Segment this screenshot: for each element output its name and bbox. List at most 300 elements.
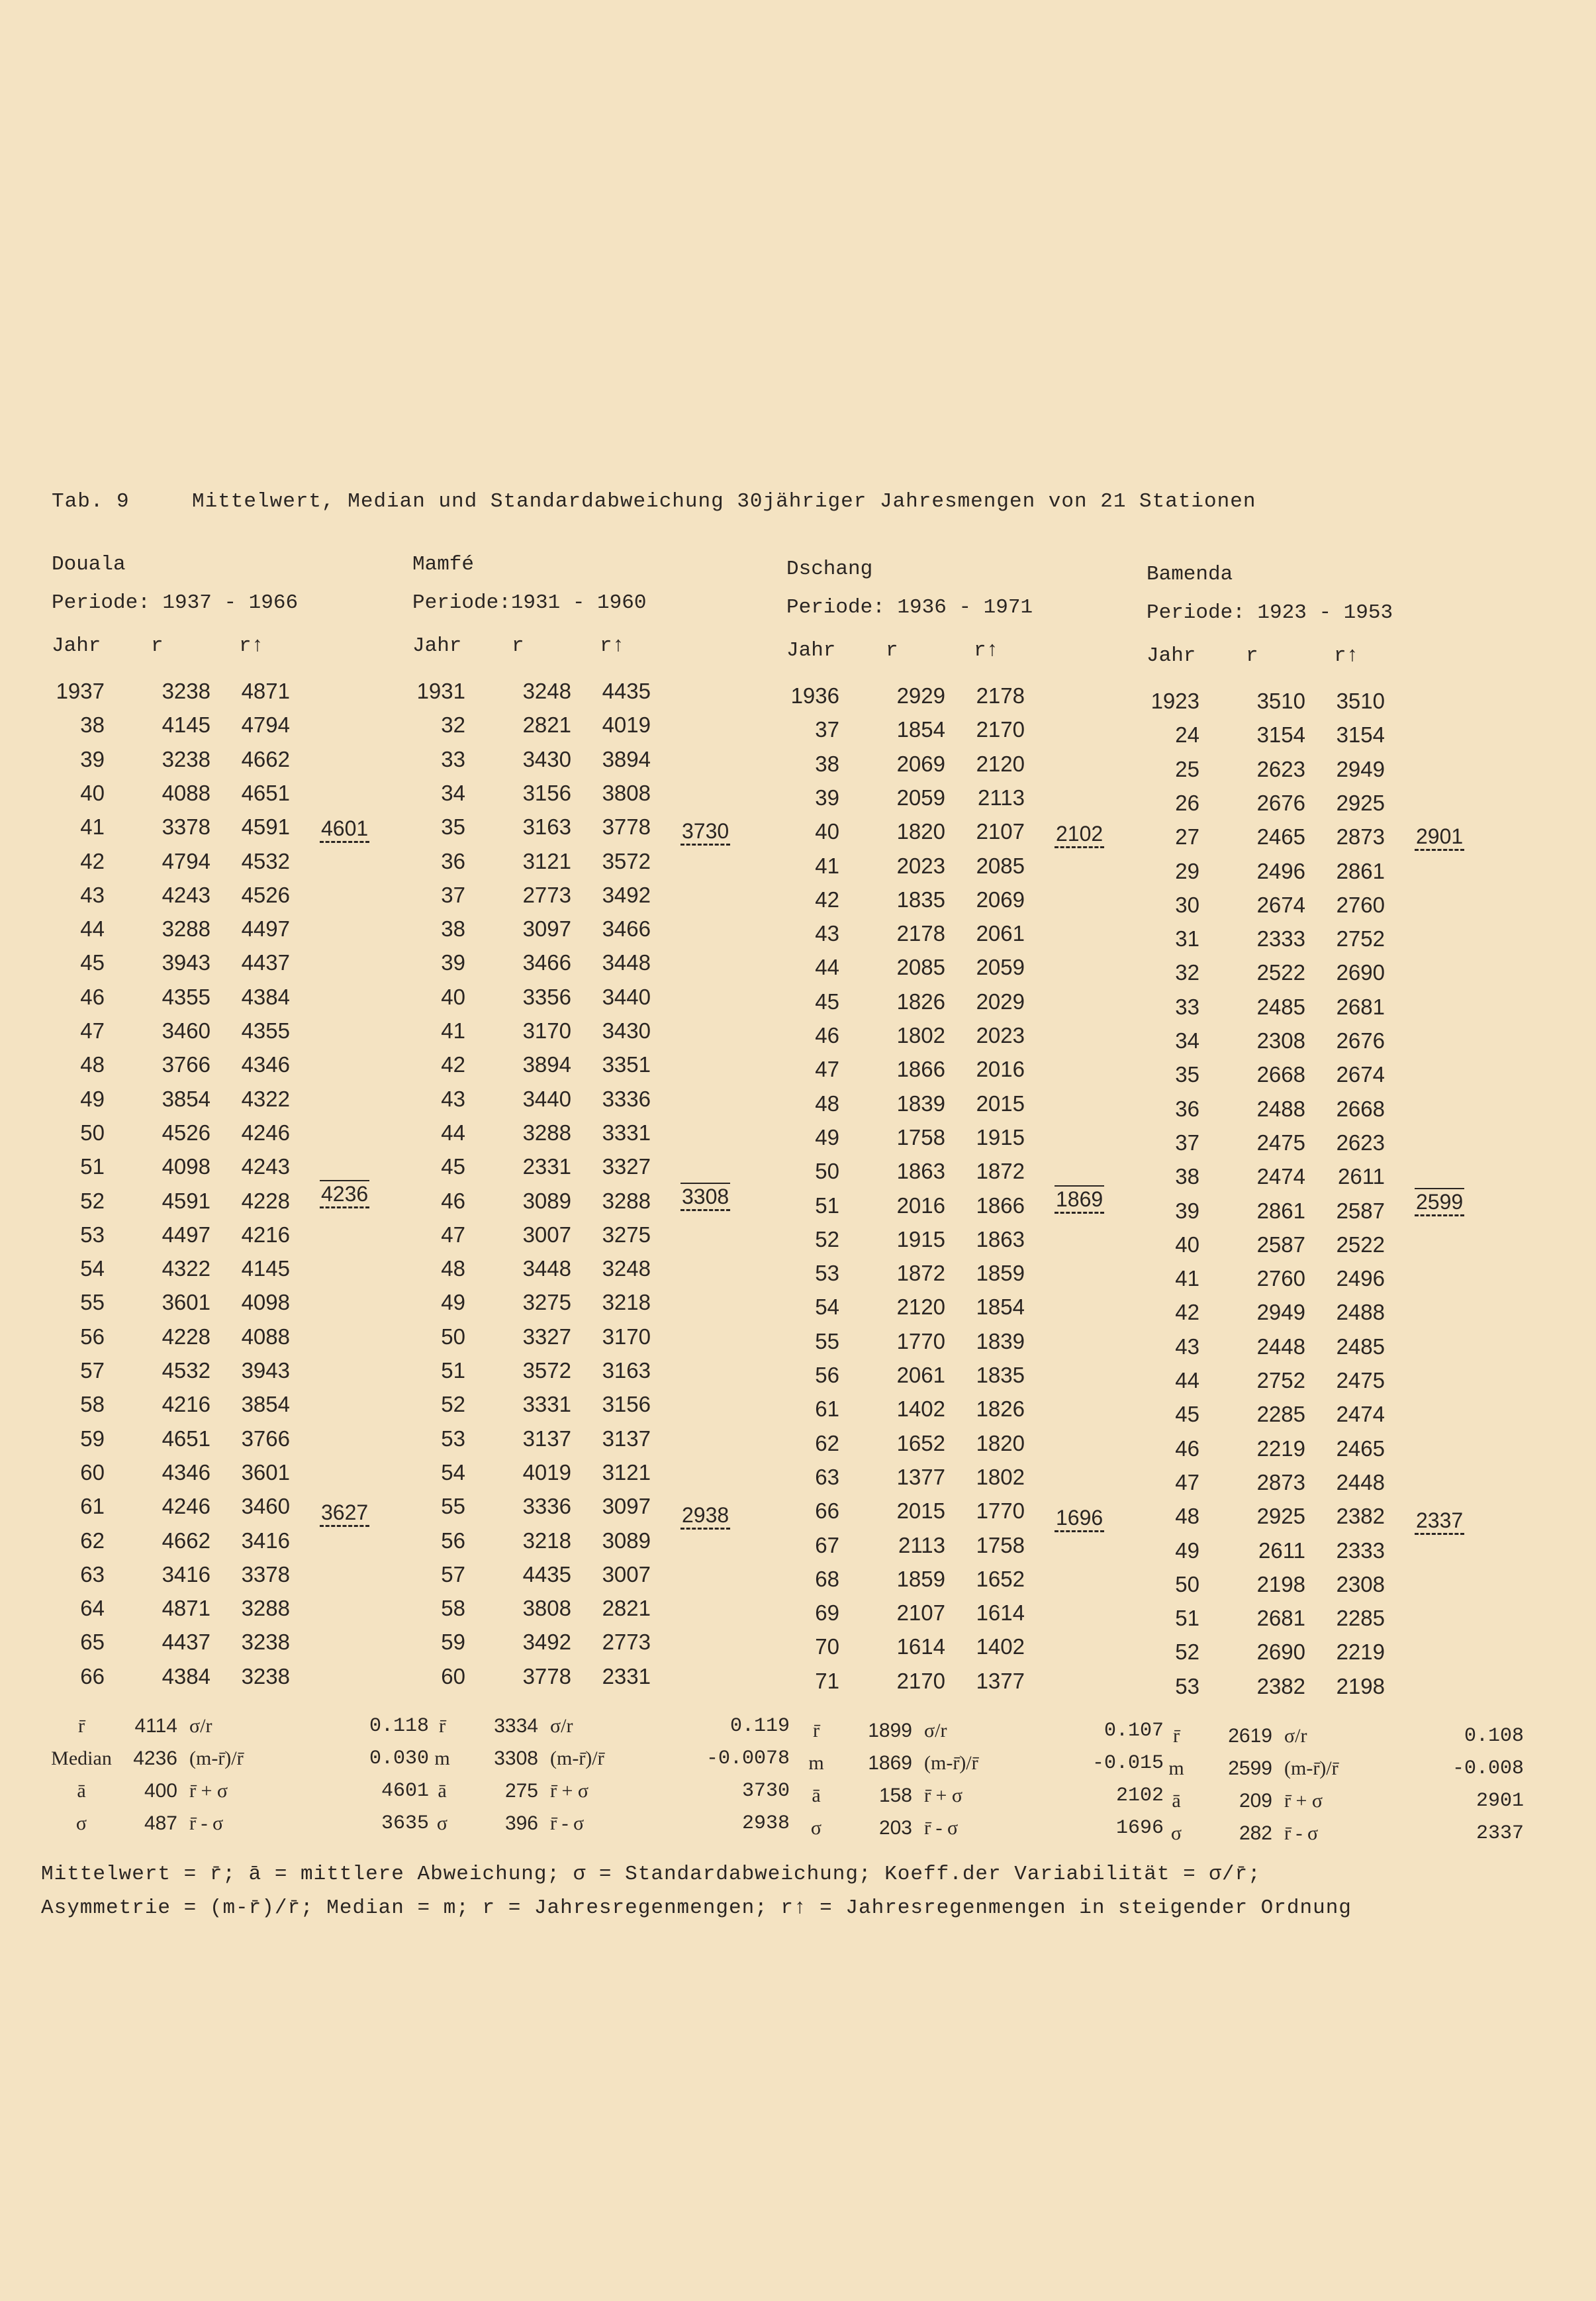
table-row <box>786 854 1078 887</box>
rainfall-cell: 3440 <box>522 1086 571 1111</box>
table-row <box>1147 689 1438 722</box>
year-cell: 48 <box>1175 1504 1199 1529</box>
table-row <box>412 1189 704 1222</box>
rainfall-cell: 3154 <box>1256 722 1305 748</box>
year-cell: 43 <box>1175 1334 1199 1359</box>
year-cell: 24 <box>1175 722 1199 748</box>
table-row <box>786 1159 1078 1193</box>
rainfall-cell: 2219 <box>1256 1436 1305 1461</box>
year-cell: 40 <box>80 780 105 805</box>
sorted-rainfall-cell: 4871 <box>241 679 290 703</box>
table-row <box>52 1290 343 1324</box>
sorted-rainfall-cell: 3089 <box>602 1528 651 1553</box>
table-row <box>412 1562 704 1596</box>
sorted-rainfall-cell: 3275 <box>602 1222 651 1247</box>
stat-formula-value: 0.030 <box>369 1747 429 1770</box>
table-row <box>1147 1199 1438 1232</box>
station-period: Periode: 1923 - 1953 <box>1147 601 1393 624</box>
table-row <box>52 814 343 848</box>
table-row <box>786 1295 1078 1328</box>
rainfall-cell: 4088 <box>162 780 211 805</box>
sorted-rainfall-cell: 1758 <box>976 1532 1025 1557</box>
column-header-r-sorted: r↑ <box>1334 644 1359 667</box>
stat-value: 487 <box>144 1812 177 1834</box>
sorted-rainfall-cell: 3440 <box>602 984 651 1009</box>
station-block <box>1147 563 1524 1867</box>
year-cell: 43 <box>441 1086 465 1111</box>
sorted-rainfall-cell: 2475 <box>1336 1368 1385 1393</box>
year-cell: 45 <box>80 950 105 975</box>
stat-label: r̄ <box>1173 1725 1180 1747</box>
table-row <box>786 1431 1078 1465</box>
sorted-rainfall-cell: 2029 <box>976 989 1025 1014</box>
sorted-rainfall-cell: 3378 <box>241 1561 290 1587</box>
table-row <box>412 712 704 746</box>
rainfall-cell: 4662 <box>162 1528 211 1553</box>
year-cell: 37 <box>1175 1130 1199 1155</box>
rainfall-cell: 2821 <box>522 712 571 738</box>
table-row <box>1147 824 1438 858</box>
sorted-rainfall-cell: 1863 <box>976 1226 1025 1251</box>
year-cell: 50 <box>80 1120 105 1145</box>
stat-label: ā <box>77 1780 86 1802</box>
stat-row <box>406 1715 803 1747</box>
table-row <box>1147 1334 1438 1368</box>
rainfall-cell: 3430 <box>522 746 571 771</box>
year-cell: 33 <box>1175 994 1199 1019</box>
table-label: Tab. 9 <box>52 490 130 513</box>
table-row <box>412 916 704 950</box>
rainfall-cell: 3156 <box>522 780 571 805</box>
station-name: Dschang <box>786 558 873 581</box>
table-caption <box>52 490 1256 513</box>
footnote-line-1: Mittelwert = r̄; ā = mittlere Abweichung; σ = Standardabweichung; Koeff.der Variabilität = σ/r̄; <box>41 1863 1261 1886</box>
rainfall-cell: 3238 <box>162 746 211 771</box>
rainfall-cell: 3778 <box>522 1663 571 1689</box>
table-row <box>1147 1164 1438 1198</box>
stat-row <box>45 1747 442 1779</box>
sorted-rainfall-cell: 4088 <box>241 1324 290 1349</box>
year-cell: 69 <box>815 1600 839 1626</box>
sorted-rainfall-cell: 3336 <box>602 1086 651 1111</box>
year-cell: 63 <box>815 1464 839 1489</box>
stat-row <box>780 1720 1177 1751</box>
sorted-rainfall-cell: 2488 <box>1336 1300 1385 1325</box>
year-cell: 63 <box>80 1561 105 1587</box>
table-row <box>52 712 343 746</box>
year-cell: 40 <box>1175 1232 1199 1257</box>
rainfall-cell: 4346 <box>162 1459 211 1485</box>
marker-upper: 4601 <box>320 816 369 843</box>
rainfall-cell: 4243 <box>162 882 211 907</box>
rainfall-cell: 2674 <box>1256 892 1305 917</box>
rainfall-cell: 2465 <box>1256 824 1305 850</box>
sorted-rainfall-cell: 4591 <box>241 814 290 840</box>
sorted-rainfall-cell: 2382 <box>1336 1504 1385 1529</box>
rainfall-cell: 3275 <box>522 1290 571 1315</box>
year-cell: 49 <box>1175 1538 1199 1563</box>
sorted-rainfall-cell: 4497 <box>241 916 290 942</box>
year-cell: 49 <box>815 1124 839 1150</box>
year-cell: 36 <box>441 848 465 873</box>
rainfall-cell: 3510 <box>1256 689 1305 713</box>
rainfall-cell: 3288 <box>162 916 211 942</box>
sorted-rainfall-cell: 3137 <box>602 1426 651 1451</box>
rainfall-cell: 2023 <box>896 853 945 878</box>
sorted-rainfall-cell: 3248 <box>602 1256 651 1281</box>
stat-value: 209 <box>1239 1790 1272 1812</box>
rainfall-cell: 1866 <box>896 1057 945 1082</box>
sorted-rainfall-cell: 4355 <box>241 1018 290 1043</box>
stat-formula-label: r̄ + σ <box>1284 1790 1323 1812</box>
column-header-r-sorted: r↑ <box>239 634 264 658</box>
sorted-rainfall-cell: 3331 <box>602 1120 651 1145</box>
year-cell: 43 <box>80 882 105 907</box>
rainfall-cell: 3448 <box>522 1256 571 1281</box>
rainfall-cell: 2861 <box>1256 1198 1305 1223</box>
year-cell: 32 <box>441 712 465 738</box>
table-row <box>786 1193 1078 1227</box>
table-row <box>1147 926 1438 960</box>
sorted-rainfall-cell: 4243 <box>241 1154 290 1179</box>
column-header-r: r <box>151 634 164 658</box>
marker-upper: 3730 <box>681 818 730 846</box>
rainfall-cell: 2333 <box>1256 926 1305 952</box>
year-cell: 68 <box>815 1566 839 1591</box>
stat-row <box>780 1752 1177 1784</box>
rainfall-cell: 2485 <box>1256 994 1305 1019</box>
stat-value: 203 <box>878 1817 912 1839</box>
sorted-rainfall-cell: 3238 <box>241 1630 290 1655</box>
table-row <box>412 1324 704 1358</box>
rainfall-cell: 4246 <box>162 1494 211 1519</box>
year-cell: 32 <box>1175 960 1199 985</box>
table-row <box>412 1052 704 1086</box>
year-cell: 37 <box>815 717 839 742</box>
table-row <box>52 849 343 883</box>
year-cell: 64 <box>80 1596 105 1621</box>
table-row <box>1147 893 1438 926</box>
table-row <box>52 1052 343 1086</box>
table-row <box>52 985 343 1018</box>
column-header-year: Jahr <box>412 634 462 658</box>
table-row <box>1147 1504 1438 1538</box>
table-row <box>786 1091 1078 1125</box>
sorted-rainfall-cell: 3156 <box>602 1392 651 1417</box>
sorted-rainfall-cell: 3007 <box>602 1561 651 1587</box>
year-cell: 35 <box>1175 1062 1199 1087</box>
rainfall-cell: 3238 <box>162 679 211 703</box>
stat-label: ā <box>812 1785 821 1806</box>
table-row <box>412 1664 704 1698</box>
footnote-line-2: Asymmetrie = (m-r̄)/r̄; Median = m; r = Jahresregenmengen; r↑ = Jahresregenmengen in steigender Ordnung <box>41 1896 1352 1920</box>
sorted-rainfall-cell: 1854 <box>976 1295 1025 1320</box>
table-row <box>412 1460 704 1494</box>
stat-formula-value: 2337 <box>1476 1822 1524 1845</box>
sorted-rainfall-cell: 3808 <box>602 780 651 805</box>
rainfall-cell: 3894 <box>522 1052 571 1077</box>
stat-row <box>1140 1725 1537 1757</box>
year-cell: 70 <box>815 1634 839 1659</box>
stat-label: σ <box>75 1812 87 1834</box>
marker-lower: 3627 <box>320 1500 369 1527</box>
year-cell: 47 <box>441 1222 465 1247</box>
year-cell: 39 <box>1175 1198 1199 1223</box>
rainfall-cell: 2611 <box>1258 1538 1305 1563</box>
sorted-rainfall-cell: 4435 <box>602 679 651 703</box>
table-row <box>412 814 704 848</box>
table-row <box>412 747 704 781</box>
stat-formula-label: r̄ - σ <box>1284 1822 1319 1844</box>
year-cell: 1937 <box>56 679 105 703</box>
year-cell: 55 <box>815 1328 839 1353</box>
year-cell: 51 <box>80 1154 105 1179</box>
sorted-rainfall-cell: 3601 <box>241 1459 290 1485</box>
rainfall-cell: 3331 <box>522 1392 571 1417</box>
sorted-rainfall-cell: 4794 <box>241 712 290 738</box>
sorted-rainfall-cell: 2107 <box>976 819 1025 844</box>
stat-formula-value: 0.118 <box>369 1715 429 1738</box>
sorted-rainfall-cell: 3492 <box>602 882 651 907</box>
rainfall-cell: 3121 <box>522 848 571 873</box>
column-header-r: r <box>886 639 898 662</box>
rainfall-cell: 1863 <box>896 1159 945 1184</box>
year-cell: 34 <box>441 780 465 805</box>
rainfall-cell: 1835 <box>896 887 945 912</box>
year-cell: 65 <box>80 1630 105 1655</box>
rainfall-cell: 2120 <box>896 1295 945 1320</box>
rainfall-cell: 2448 <box>1256 1334 1305 1359</box>
sorted-rainfall-cell: 1835 <box>976 1363 1025 1387</box>
rainfall-cell: 4098 <box>162 1154 211 1179</box>
sorted-rainfall-cell: 2219 <box>1336 1640 1385 1665</box>
rainfall-cell: 1758 <box>896 1124 945 1150</box>
table-row <box>412 1596 704 1630</box>
year-cell: 55 <box>441 1494 465 1519</box>
rainfall-cell: 4355 <box>162 984 211 1009</box>
table-row <box>52 1154 343 1188</box>
year-cell: 30 <box>1175 892 1199 917</box>
rainfall-cell: 3089 <box>522 1188 571 1213</box>
table-row <box>1147 1538 1438 1572</box>
rainfall-cell: 2331 <box>522 1154 571 1179</box>
sorted-rainfall-cell: 4228 <box>241 1188 290 1213</box>
year-cell: 66 <box>815 1498 839 1524</box>
rainfall-cell: 4216 <box>162 1392 211 1417</box>
table-row <box>786 1329 1078 1363</box>
sorted-rainfall-cell: 1402 <box>976 1634 1025 1659</box>
year-cell: 62 <box>815 1430 839 1455</box>
stat-formula-value: 2901 <box>1476 1790 1524 1812</box>
sorted-rainfall-cell: 2059 <box>976 955 1025 980</box>
marker-upper: 2102 <box>1055 821 1104 848</box>
stat-label: r̄ <box>813 1720 820 1741</box>
year-cell: 39 <box>441 950 465 975</box>
station-block <box>412 553 790 1857</box>
table-row <box>52 1460 343 1494</box>
sorted-rainfall-cell: 2333 <box>1336 1538 1385 1563</box>
sorted-rainfall-cell: 2120 <box>976 751 1025 776</box>
year-cell: 47 <box>80 1018 105 1043</box>
stat-formula-label: σ/r <box>189 1715 212 1737</box>
stat-row <box>45 1812 442 1844</box>
year-cell: 52 <box>815 1226 839 1251</box>
year-cell: 38 <box>80 712 105 738</box>
year-cell: 54 <box>441 1459 465 1485</box>
stat-formula-label: σ/r <box>1284 1725 1307 1747</box>
table-row <box>1147 722 1438 756</box>
sorted-rainfall-cell: 2085 <box>976 853 1025 878</box>
table-row <box>1147 1402 1438 1436</box>
sorted-rainfall-cell: 3288 <box>241 1596 290 1621</box>
sorted-rainfall-cell: 1866 <box>976 1193 1025 1218</box>
year-cell: 40 <box>815 819 839 844</box>
year-cell: 58 <box>441 1596 465 1621</box>
sorted-rainfall-cell: 2623 <box>1336 1130 1385 1155</box>
marker-upper: 2901 <box>1415 824 1464 851</box>
stat-value: 3334 <box>494 1715 538 1737</box>
year-cell: 46 <box>1175 1436 1199 1461</box>
table-row <box>1147 1674 1438 1708</box>
sorted-rainfall-cell: 4651 <box>241 780 290 805</box>
station-period: Periode: 1937 - 1966 <box>52 591 299 614</box>
stat-label: ā <box>438 1780 447 1802</box>
table-row <box>1147 960 1438 994</box>
rainfall-cell: 1402 <box>896 1396 945 1422</box>
year-cell: 27 <box>1175 824 1199 850</box>
year-cell: 50 <box>441 1324 465 1349</box>
year-cell: 47 <box>815 1057 839 1082</box>
stat-row <box>780 1785 1177 1816</box>
sorted-rainfall-cell: 3766 <box>241 1426 290 1451</box>
year-cell: 46 <box>441 1188 465 1213</box>
rainfall-cell: 3492 <box>522 1630 571 1655</box>
sorted-rainfall-cell: 2690 <box>1336 960 1385 985</box>
table-row <box>1147 1300 1438 1334</box>
rainfall-cell: 2929 <box>896 683 945 708</box>
table-row <box>412 985 704 1018</box>
stat-formula-value: -0.008 <box>1452 1757 1524 1780</box>
sorted-rainfall-cell: 2015 <box>976 1091 1025 1116</box>
table-row <box>786 1227 1078 1261</box>
stat-formula-label: r̄ + σ <box>189 1780 228 1802</box>
stat-formula-value: 3635 <box>381 1812 429 1835</box>
table-row <box>412 1392 704 1426</box>
rainfall-cell: 2681 <box>1256 1606 1305 1631</box>
rainfall-cell: 2308 <box>1256 1028 1305 1053</box>
year-cell: 25 <box>1175 756 1199 781</box>
sorted-rainfall-cell: 2752 <box>1336 926 1385 952</box>
year-cell: 37 <box>441 882 465 907</box>
table-row <box>1147 1130 1438 1164</box>
rainfall-cell: 2061 <box>896 1363 945 1387</box>
sorted-rainfall-cell: 2448 <box>1336 1469 1385 1494</box>
rainfall-cell: 4145 <box>162 712 211 738</box>
stat-formula-label: (m-r̄)/r̄ <box>189 1747 244 1769</box>
sorted-rainfall-cell: 3943 <box>241 1358 290 1383</box>
year-cell: 42 <box>1175 1300 1199 1325</box>
table-row <box>412 1630 704 1663</box>
sorted-rainfall-cell: 3170 <box>602 1324 651 1349</box>
stat-row <box>45 1780 442 1812</box>
sorted-rainfall-cell: 3288 <box>602 1188 651 1213</box>
year-cell: 42 <box>80 848 105 873</box>
table-row <box>52 1528 343 1562</box>
table-row <box>1147 1028 1438 1062</box>
year-cell: 60 <box>80 1459 105 1485</box>
year-cell: 54 <box>80 1256 105 1281</box>
rainfall-cell: 2474 <box>1256 1164 1305 1189</box>
sorted-rainfall-cell: 3854 <box>241 1392 290 1417</box>
sorted-rainfall-cell: 2113 <box>978 785 1025 810</box>
table-row <box>412 1256 704 1290</box>
rainfall-cell: 3466 <box>522 950 571 975</box>
stat-label: m <box>434 1747 450 1769</box>
table-row <box>786 1261 1078 1295</box>
stat-label: r̄ <box>439 1715 446 1737</box>
rainfall-cell: 2668 <box>1256 1062 1305 1087</box>
rainfall-cell: 4228 <box>162 1324 211 1349</box>
stat-row <box>45 1715 442 1747</box>
station-name: Douala <box>52 553 126 576</box>
rainfall-cell: 2623 <box>1256 756 1305 781</box>
year-cell: 41 <box>1175 1266 1199 1291</box>
table-row <box>1147 757 1438 791</box>
marker-lower: 2337 <box>1415 1508 1464 1535</box>
rainfall-cell: 2016 <box>896 1193 945 1218</box>
year-cell: 66 <box>80 1663 105 1689</box>
year-cell: 34 <box>1175 1028 1199 1053</box>
rainfall-cell: 4497 <box>162 1222 211 1247</box>
rainfall-cell: 1377 <box>896 1464 945 1489</box>
sorted-rainfall-cell: 1859 <box>976 1261 1025 1286</box>
table-row <box>412 883 704 916</box>
year-cell: 1931 <box>416 679 465 703</box>
year-cell: 47 <box>1175 1469 1199 1494</box>
sorted-rainfall-cell: 4246 <box>241 1120 290 1145</box>
year-cell: 52 <box>441 1392 465 1417</box>
year-cell: 53 <box>1175 1673 1199 1698</box>
rainfall-cell: 1915 <box>896 1226 945 1251</box>
stat-label: Median <box>51 1747 112 1769</box>
table-row <box>786 1396 1078 1430</box>
sorted-rainfall-cell: 4662 <box>241 746 290 771</box>
stat-formula-value: 0.107 <box>1103 1720 1164 1742</box>
sorted-rainfall-cell: 1820 <box>976 1430 1025 1455</box>
sorted-rainfall-cell: 2925 <box>1336 790 1385 815</box>
stat-formula-value: 1696 <box>1115 1817 1164 1839</box>
rainfall-cell: 1854 <box>896 717 945 742</box>
table-row <box>1147 995 1438 1028</box>
rainfall-cell: 2015 <box>896 1498 945 1524</box>
year-cell: 44 <box>80 916 105 942</box>
year-cell: 56 <box>441 1528 465 1553</box>
sorted-rainfall-cell: 3163 <box>602 1358 651 1383</box>
rainfall-cell: 2382 <box>1256 1673 1305 1698</box>
rainfall-cell: 4871 <box>162 1596 211 1621</box>
year-cell: 50 <box>1175 1571 1199 1596</box>
stat-row <box>406 1780 803 1812</box>
table-row <box>786 921 1078 955</box>
sorted-rainfall-cell: 2023 <box>976 1023 1025 1048</box>
table-row <box>52 1392 343 1426</box>
stat-row <box>1140 1757 1537 1789</box>
table-row <box>412 1222 704 1256</box>
rainfall-cell: 2198 <box>1256 1571 1305 1596</box>
sorted-rainfall-cell: 4098 <box>241 1290 290 1315</box>
stat-row <box>780 1817 1177 1849</box>
station-block <box>786 558 1164 1862</box>
